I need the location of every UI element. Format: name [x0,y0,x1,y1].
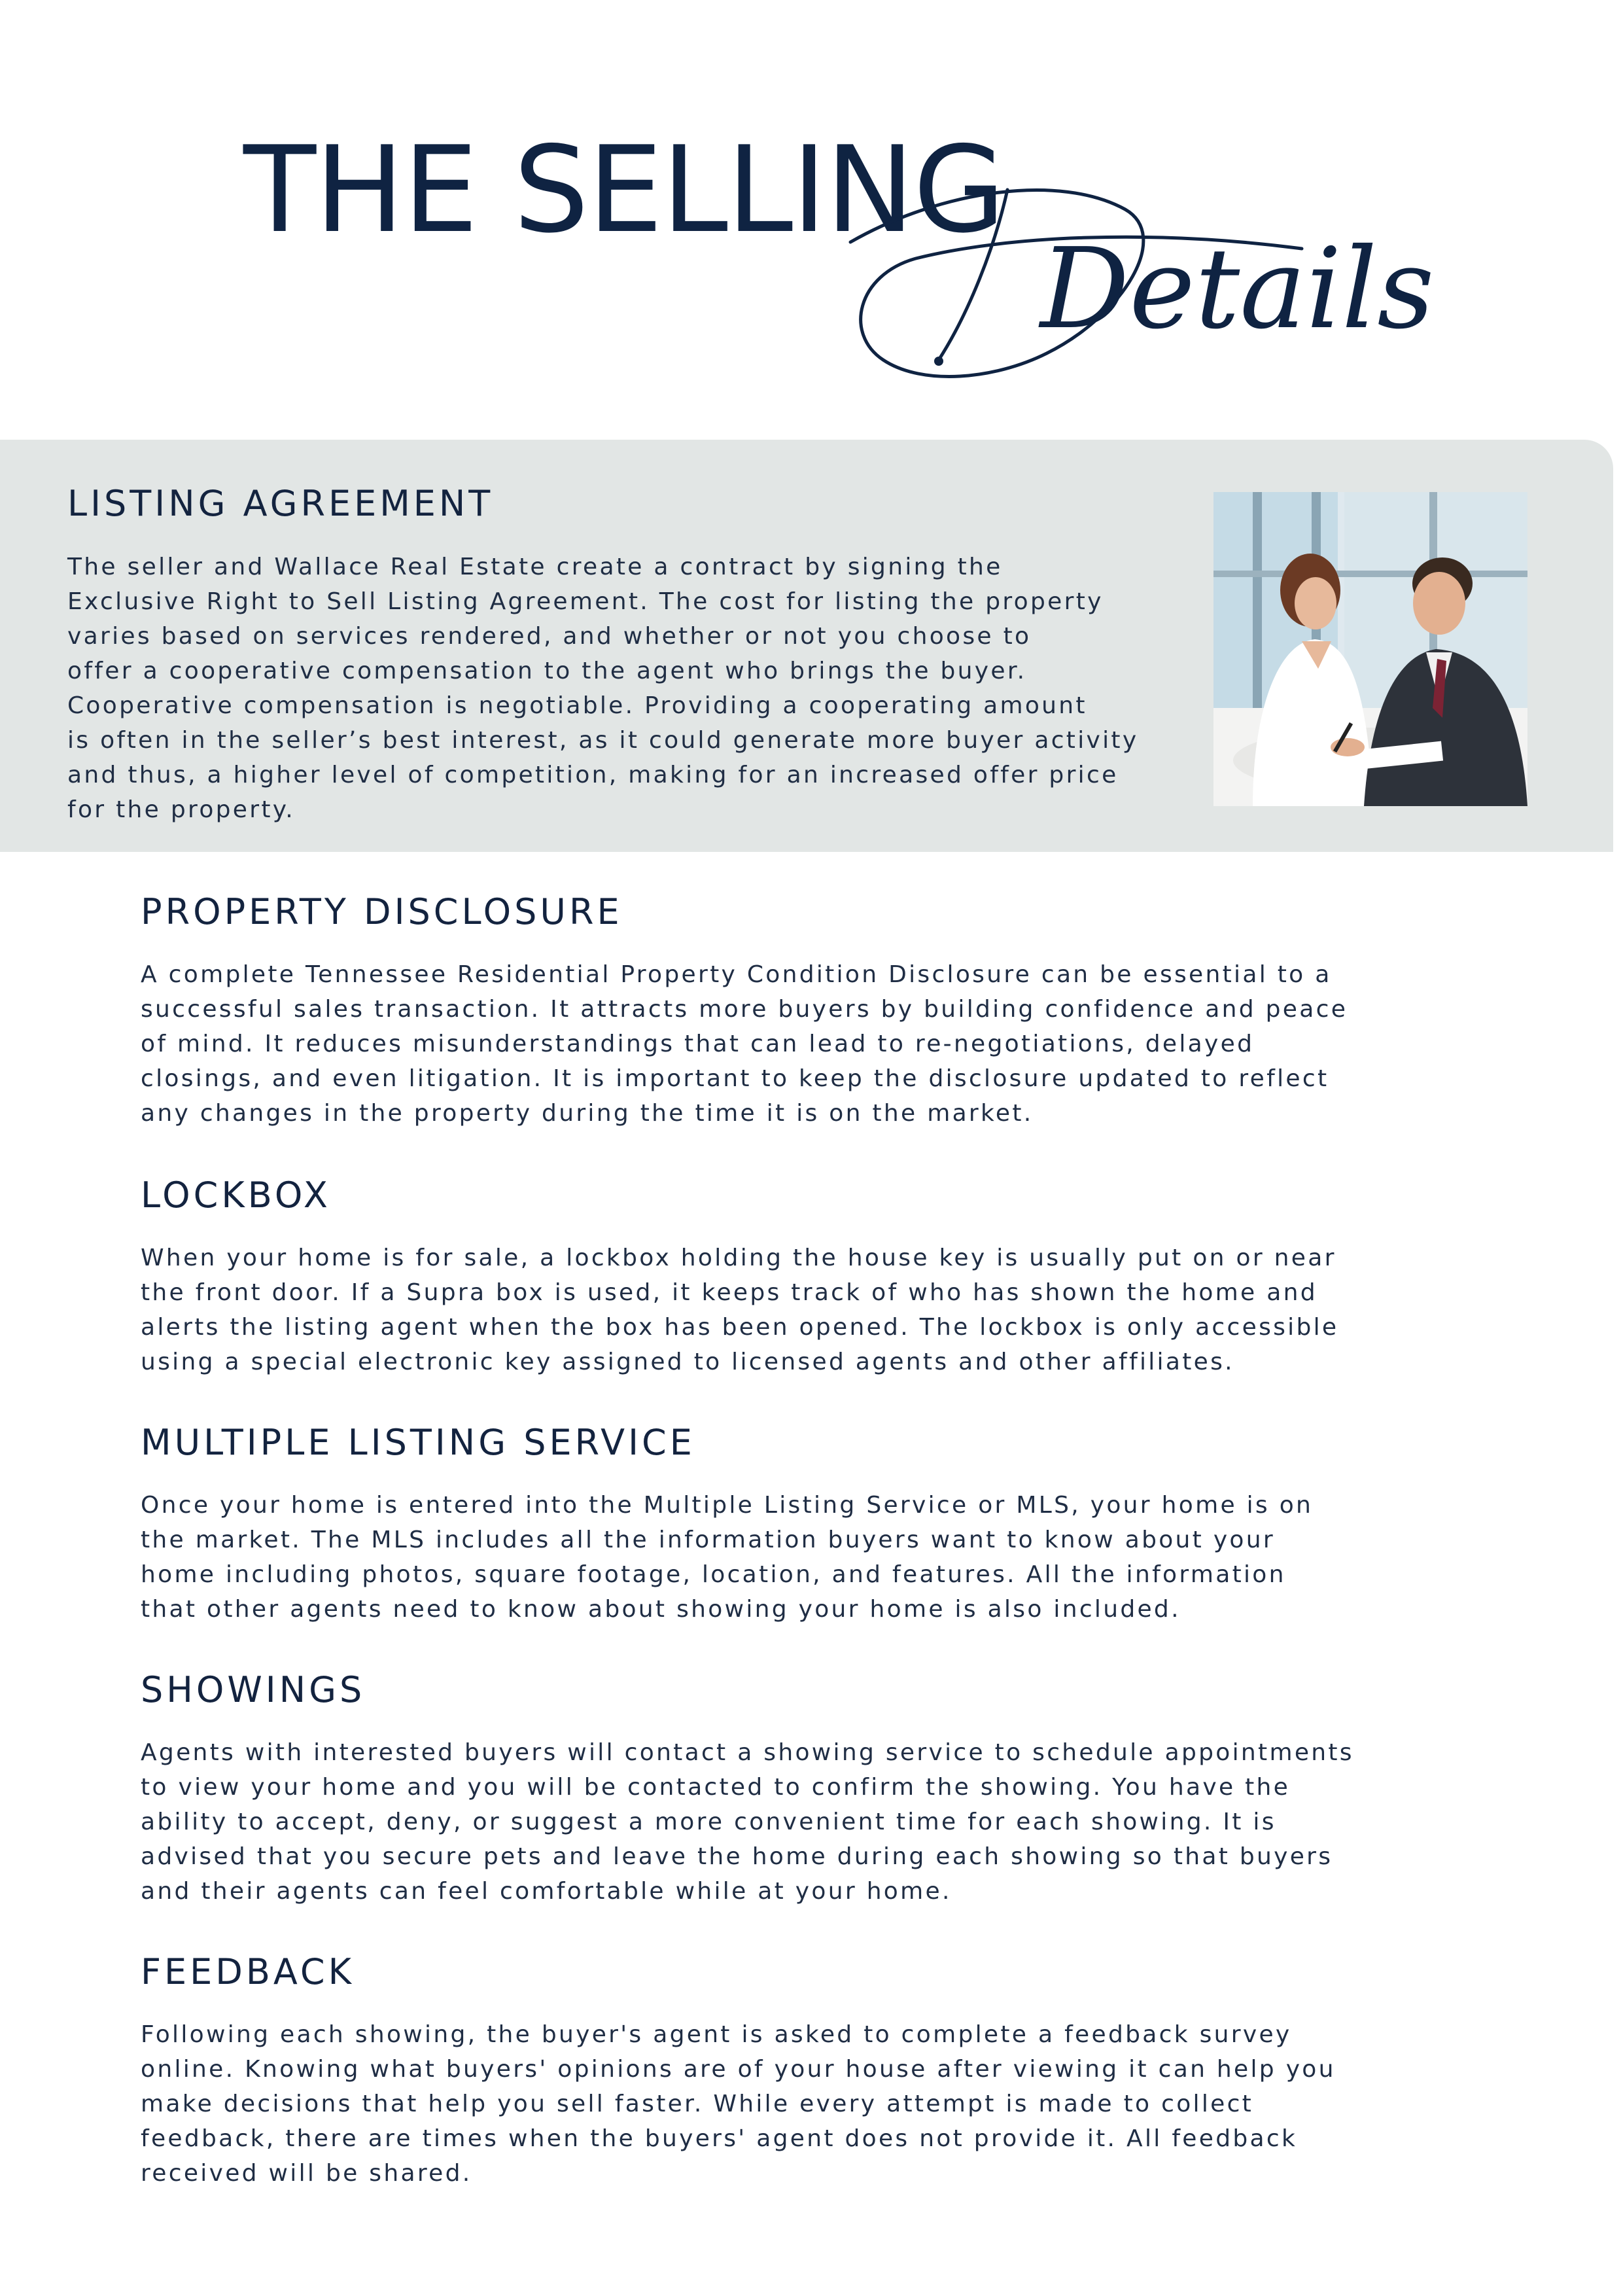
feedback-title: FEEDBACK [141,1951,355,1992]
agent-and-client-photo [1213,492,1527,806]
property-disclosure-text: A complete Tennessee Residential Property Condition Disclosure can be essential to a successful sales transaction. It attracts more buyers by building confidence and peace of mind. It reduces misunderstandings that can lead to re-negotiations, delayed closings, and even litigation. It is important to keep the disclosure updated to reflect any changes in the property during the time it is on the market. [141,961,1348,1127]
showings-text: Agents with interested buyers will contact a showing service to schedule appointments to view your home and you will be contacted to confirm the showing. You have the ability to accept, deny, or suggest a more convenient time for each showing. It is advised that you secure pets and leave the home during each showing so that buyers and their agents can feel comfortable while at your home. [141,1739,1354,1905]
property-disclosure-title: PROPERTY DISCLOSURE [141,891,623,932]
listing-agreement-text: The seller and Wallace Real Estate create a contract by signing the Exclusive Right to Sell Listing Agreement. The cost for listing the property varies based on services rendered, and whether or not you choose to offer a cooperative compensation to the agent who brings the buyer. Cooperative compensation is negotiable. Providing a cooperating amount is often in the seller’s best interest, as it could generate more buyer activity and thus, a higher level of competition, making for an increased offer price for the property. [67,554,1139,823]
multiple-listing-service-text: Once your home is entered into the Multiple Listing Service or MLS, your home is on the market. The MLS includes all the information buyers want to know about your home including photos, square footage, location, and features. All the information that other agents need to know about showing your home is also included. [141,1492,1314,1623]
feedback-text: Following each showing, the buyer's agent is asked to complete a feedback survey online. Knowing what buyers' opinions are of your house after viewing it can help you make decisions that help you sell faster. While every attempt is made to collect feedback, there are times when the buyers' agent does not provide it. All feedback received will be shared. [141,2021,1336,2187]
lockbox-text: When your home is for sale, a lockbox holding the house key is usually put on or near the front door. If a Supra box is used, it keeps track of who has shown the home and alerts the listing agent when the box has been opened. The lockbox is only accessible using a special electronic key assigned to licensed agents and other affiliates. [141,1245,1339,1375]
listing-agreement-title: LISTING AGREEMENT [67,483,494,524]
lockbox-title: LOCKBOX [141,1174,331,1216]
title-script-details [844,164,1435,399]
multiple-listing-service-title: MULTIPLE LISTING SERVICE [141,1422,695,1463]
page-title: THE SELLING [243,120,1005,259]
svg-text:Details: Details [1040,224,1435,354]
showings-title: SHOWINGS [141,1669,366,1710]
